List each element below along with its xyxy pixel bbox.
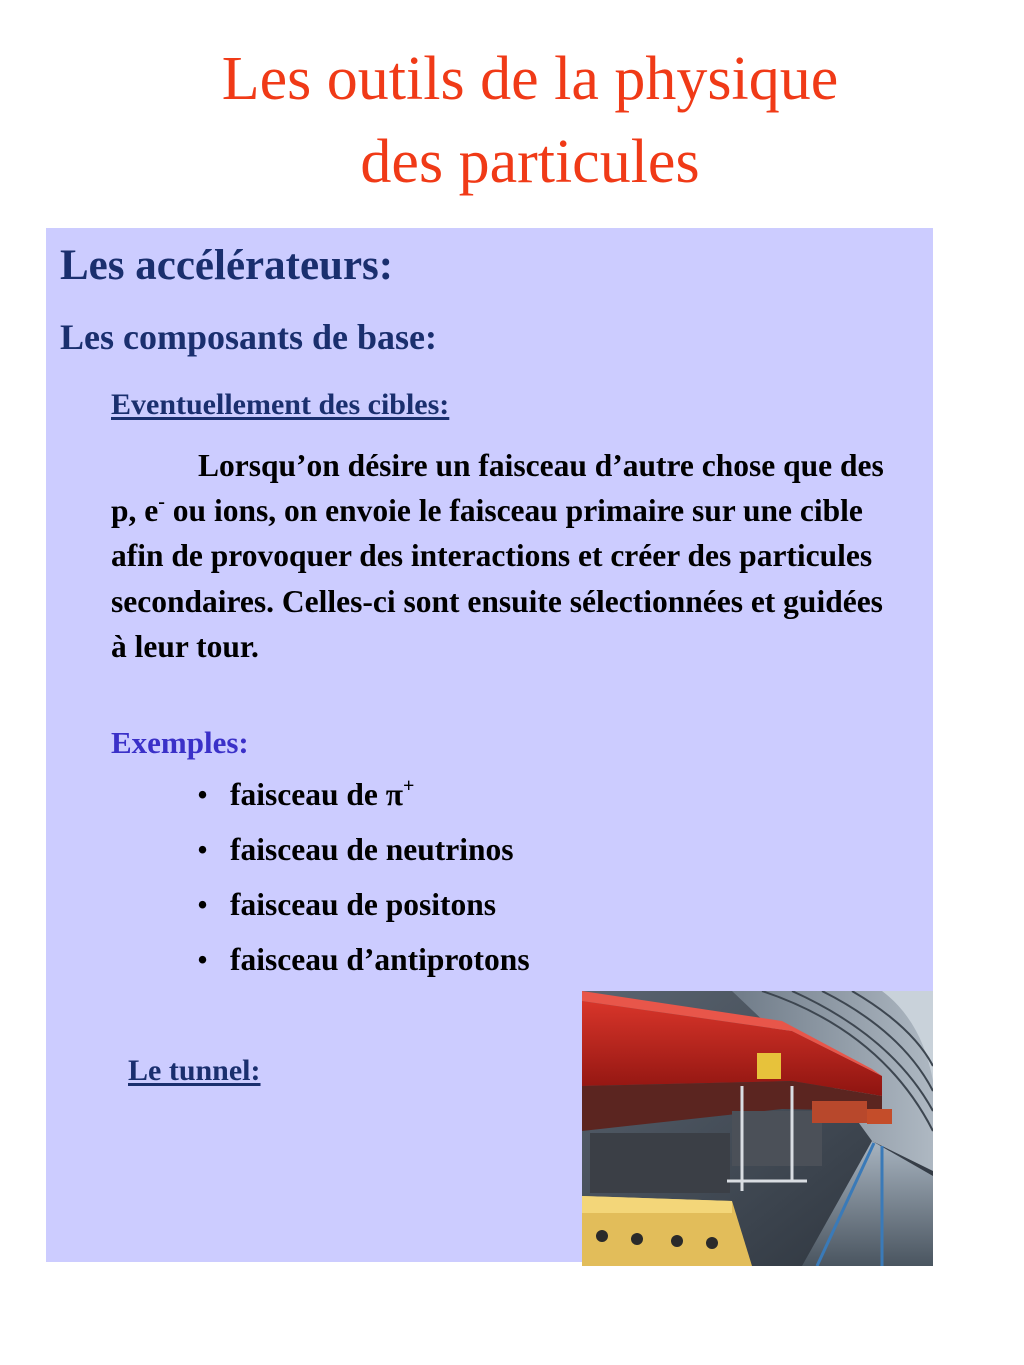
section-heading-accelerators: Les accélérateurs: xyxy=(60,242,394,289)
bullet-icon: • xyxy=(197,777,209,812)
list-item-superscript: + xyxy=(403,774,415,797)
examples-label: Exemples: xyxy=(111,725,249,760)
heading-targets: Eventuellement des cibles: xyxy=(111,388,450,421)
list-item-text: faisceau de positons xyxy=(230,887,497,922)
examples-list xyxy=(197,774,530,997)
targets-paragraph xyxy=(111,443,901,669)
heading-tunnel: Le tunnel: xyxy=(128,1054,261,1087)
page-title-line-1: Les outils de la physique xyxy=(221,45,839,113)
list-item xyxy=(197,832,530,887)
list-item-text: faisceau de π xyxy=(230,777,403,812)
list-item xyxy=(197,774,530,832)
list-item xyxy=(197,942,530,997)
paragraph-text-part-2: ou ions, on envoie le faisceau primaire sur une cible afin de provoquer des interactions et créer des particules secondaires. Celles-ci sont ensuite sélectionnées et guidées à leur tour. xyxy=(111,493,883,664)
bullet-icon: • xyxy=(197,887,209,922)
electron-charge-superscript: - xyxy=(158,490,165,513)
subheading-base-components: Les composants de base: xyxy=(60,317,438,357)
page-title-line-2: des particules xyxy=(360,128,700,196)
paragraph-text-part-1: Lorsqu’on désire un faisceau d’autre chose que des p, e xyxy=(111,448,884,529)
tunnel-photo xyxy=(582,991,933,1266)
list-item-text: faisceau d’antiprotons xyxy=(230,942,530,977)
list-item xyxy=(197,887,530,942)
bullet-icon: • xyxy=(197,942,209,977)
bullet-icon: • xyxy=(197,832,209,867)
list-item-text: faisceau de neutrinos xyxy=(230,832,514,867)
